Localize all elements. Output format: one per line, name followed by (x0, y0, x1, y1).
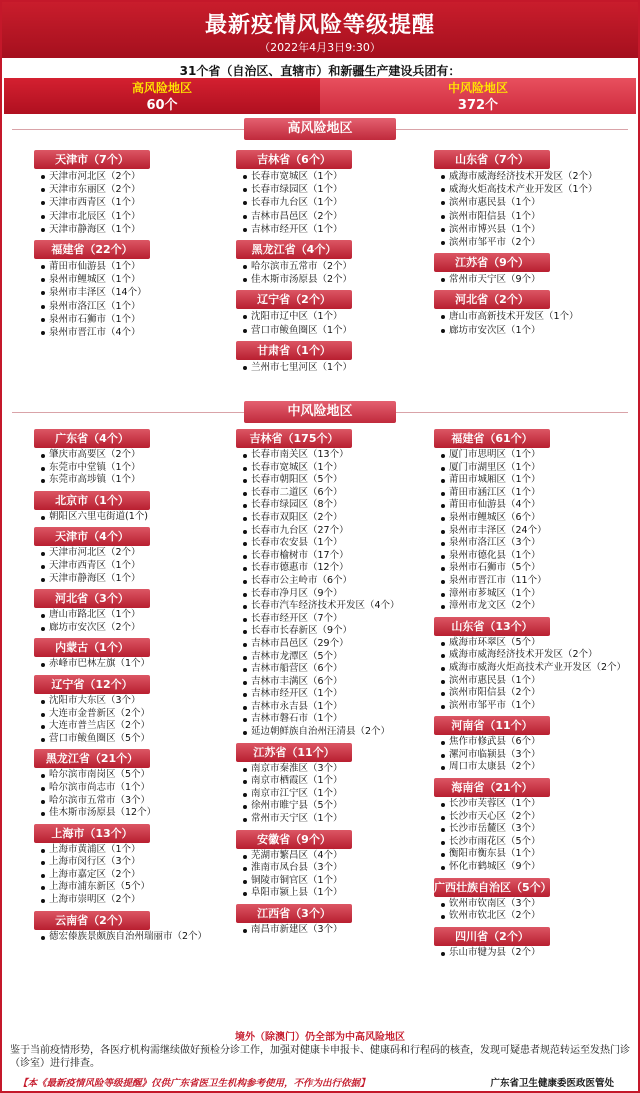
district-list (440, 637, 636, 713)
district-item: 上海市嘉定区（2个） (40, 869, 236, 882)
district-item: 威海市威海经济技术开发区（2个） (440, 170, 636, 183)
district-item: 肇庆市高要区（2个） (40, 449, 236, 462)
district-item: 延边朝鲜族自治州汪清县（2个） (242, 726, 438, 739)
district-item: 吉林市船营区（6个） (242, 663, 438, 676)
district-item: 泉州市洛江区（3个） (440, 537, 636, 550)
district-item: 大连市金普新区（2个） (40, 708, 236, 721)
district-item: 漳州市龙文区（2个） (440, 600, 636, 613)
district-item: 怀化市鹤城区（9个） (440, 861, 636, 874)
district-item: 上海市黄浦区（1个） (40, 844, 236, 857)
district-item: 莆田市涵江区（1个） (440, 487, 636, 500)
district-item: 莆田市仙游县（4个） (440, 499, 636, 512)
district-item: 东莞市高埗镇（1个） (40, 474, 236, 487)
district-item: 泉州市石狮市（5个） (440, 562, 636, 575)
mid-risk-section-heading: 中风险地区 (244, 401, 396, 423)
high-col-2 (228, 146, 438, 374)
district-item: 泉州市鲤城区（6个） (440, 512, 636, 525)
district-item: 天津市静海区（1个） (40, 573, 236, 586)
district-list (440, 798, 636, 874)
district-item: 威海市威海火炬高技术产业开发区（2个） (440, 662, 636, 675)
district-item: 佳木斯市汤原县（12个） (40, 807, 236, 820)
mid-col-2 (228, 425, 438, 937)
district-item: 泉州市丰泽区（14个） (40, 286, 236, 299)
district-item: 营口市鲅鱼圈区（1个） (242, 324, 438, 337)
province-label: 四川省（2个） (434, 927, 550, 946)
province-label: 江苏省（11个） (236, 743, 352, 762)
district-list (40, 547, 236, 585)
district-list (242, 361, 438, 374)
district-item: 天津市北辰区（1个） (40, 210, 236, 223)
district-item: 徐州市睢宁县（5个） (242, 800, 438, 813)
district-item: 赤峰市巴林左旗（1个） (40, 658, 236, 671)
district-list (242, 924, 438, 937)
district-item: 钦州市钦北区（2个） (440, 910, 636, 923)
high-risk-banner (4, 78, 320, 114)
province-label: 甘肃省（1个） (236, 341, 352, 360)
mid-risk-count: 372个 (457, 98, 499, 113)
district-item: 威海市环翠区（5个） (440, 637, 636, 650)
district-list (40, 170, 236, 236)
district-item: 天津市河北区（2个） (40, 170, 236, 183)
mid-col-1 (26, 425, 236, 943)
disclaimer: 【本《最新疫情风险等级提醒》仅供广东省医卫生机构参考使用，不作为出行依据】 (18, 1078, 370, 1089)
district-item: 长春市德惠市（12个） (242, 562, 438, 575)
district-item: 阜阳市颍上县（1个） (242, 887, 438, 900)
province-label: 山东省（13个） (434, 617, 550, 636)
province-label: 广西壮族自治区（5个） (434, 878, 550, 897)
province-label: 上海市（13个） (34, 824, 150, 843)
district-item: 长沙市天心区（2个） (440, 811, 636, 824)
district-item: 泉州市德化县（1个） (440, 550, 636, 563)
district-item: 乐山市犍为县（2个） (440, 947, 636, 960)
district-list (40, 769, 236, 819)
district-list (40, 609, 236, 634)
district-item: 吉林市磐石市（1个） (242, 713, 438, 726)
district-item: 南昌市新建区（3个） (242, 924, 438, 937)
district-list (440, 170, 636, 249)
district-item: 芜湖市繁昌区（4个） (242, 850, 438, 863)
district-item: 南京市秦淮区（3个） (242, 763, 438, 776)
district-item: 天津市西青区（1个） (40, 560, 236, 573)
province-label: 天津市（4个） (34, 527, 150, 546)
district-item: 吉林市昌邑区（2个） (242, 210, 438, 223)
district-item: 长沙市雨花区（5个） (440, 836, 636, 849)
district-item: 大连市普兰店区（2个） (40, 720, 236, 733)
district-item: 铜陵市铜官区（1个） (242, 875, 438, 888)
province-label: 山东省（7个） (434, 150, 550, 169)
district-item: 长春市宽城区（1个） (242, 462, 438, 475)
district-item: 长春市九台区（1个） (242, 196, 438, 209)
province-label: 辽宁省（12个） (34, 675, 150, 694)
district-item: 泉州市洛江区（1个） (40, 300, 236, 313)
district-list (440, 273, 636, 286)
overseas-note: 境外（除澳门）仍全部为中高风险地区 (235, 1032, 405, 1043)
mid-risk-banner (320, 78, 636, 114)
district-list (440, 736, 636, 774)
advice-text: 鉴于当前疫情形势，各医疗机构需继续做好预检分诊工作，加强对健康卡申报卡、健康码和行程码的核查，发现可疑患者规范转运至发热门诊（诊室）进行排查。 (10, 1045, 630, 1069)
district-item: 滨州市阳信县（1个） (440, 210, 636, 223)
province-label: 云南省（2个） (34, 911, 150, 930)
district-item: 佳木斯市汤原县（2个） (242, 273, 438, 286)
province-label: 河北省（2个） (434, 290, 550, 309)
district-item: 德宏傣族景颇族自治州瑞丽市（2个） (40, 931, 236, 944)
district-item: 吉林市经开区（1个） (242, 688, 438, 701)
district-item: 滨州市惠民县（1个） (440, 675, 636, 688)
district-item: 东莞市中堂镇（1个） (40, 462, 236, 475)
district-item: 厦门市湖里区（1个） (440, 462, 636, 475)
district-item: 威海市威海经济技术开发区（2个） (440, 649, 636, 662)
mid-risk-banner-label: 中风险地区 (447, 81, 508, 95)
district-item: 长春市农安县（1个） (242, 537, 438, 550)
district-item: 长春市汽车经济技术开发区（4个） (242, 600, 438, 613)
district-item: 常州市天宁区（1个） (242, 813, 438, 826)
district-item: 上海市闵行区（3个） (40, 856, 236, 869)
district-item: 哈尔滨市五常市（2个） (242, 260, 438, 273)
district-item: 天津市西青区（1个） (40, 196, 236, 209)
district-item: 兰州市七里河区（1个） (242, 361, 438, 374)
district-item: 泉州市鲤城区（1个） (40, 273, 236, 286)
province-label: 福建省（61个） (434, 429, 550, 448)
high-col-1 (26, 146, 236, 339)
district-item: 长春市双阳区（2个） (242, 512, 438, 525)
district-item: 吉林市经开区（1个） (242, 223, 438, 236)
district-item: 吉林市昌邑区（29个） (242, 638, 438, 651)
district-item: 朝阳区六里屯街道(1个) (40, 511, 236, 524)
district-item: 周口市太康县（2个） (440, 761, 636, 774)
high-col-3 (426, 146, 636, 337)
district-list (40, 449, 236, 487)
district-list (40, 844, 236, 907)
district-list (440, 310, 636, 336)
district-item: 泉州市晋江市（4个） (40, 326, 236, 339)
district-list (242, 260, 438, 286)
province-label: 辽宁省（2个） (236, 290, 352, 309)
district-item: 哈尔滨市五常市（3个） (40, 795, 236, 808)
district-list (242, 763, 438, 826)
district-item: 长春市宽城区（1个） (242, 170, 438, 183)
district-item: 漳州市芗城区（1个） (440, 588, 636, 601)
district-item: 焦作市修武县（6个） (440, 736, 636, 749)
district-item: 吉林市龙潭区（5个） (242, 651, 438, 664)
district-item: 唐山市路北区（1个） (40, 609, 236, 622)
footer-bar (4, 1076, 636, 1091)
district-item: 沈阳市大东区（3个） (40, 695, 236, 708)
district-item: 长春市九台区（27个） (242, 525, 438, 538)
district-item: 长春市榆树市（17个） (242, 550, 438, 563)
district-item: 滨州市惠民县（1个） (440, 196, 636, 209)
district-list (440, 898, 636, 923)
district-item: 长春市公主岭市（6个） (242, 575, 438, 588)
district-item: 长春市长春新区（9个） (242, 625, 438, 638)
province-label: 内蒙古（1个） (34, 638, 150, 657)
district-list (440, 449, 636, 613)
district-item: 吉林市丰满区（6个） (242, 676, 438, 689)
high-risk-section-heading: 高风险地区 (244, 118, 396, 140)
district-item: 衡阳市衡东县（1个） (440, 848, 636, 861)
district-item: 长春市南关区（13个） (242, 449, 438, 462)
province-label: 福建省（22个） (34, 240, 150, 259)
district-item: 营口市鲅鱼圈区（5个） (40, 733, 236, 746)
district-list (242, 310, 438, 336)
province-label: 江苏省（9个） (434, 253, 550, 272)
district-item: 唐山市高新技术开发区（1个） (440, 310, 636, 323)
high-risk-count: 60个 (146, 98, 178, 113)
district-item: 长春市绿园区（8个） (242, 499, 438, 512)
district-list (40, 931, 236, 944)
province-label: 黑龙江省（21个） (34, 749, 150, 768)
district-item: 哈尔滨市南岗区（5个） (40, 769, 236, 782)
district-list (242, 170, 438, 236)
district-list (40, 695, 236, 745)
district-item: 滨州市邹平市（2个） (440, 236, 636, 249)
page-title: 最新疫情风险等级提醒 (204, 13, 435, 38)
province-label: 广东省（4个） (34, 429, 150, 448)
province-label: 吉林省（6个） (236, 150, 352, 169)
province-label: 吉林省（175个） (236, 429, 352, 448)
district-item: 淮南市凤台县（3个） (242, 862, 438, 875)
province-label: 河南省（11个） (434, 716, 550, 735)
district-item: 长春市朝阳区（5个） (242, 474, 438, 487)
district-item: 莆田市仙游县（1个） (40, 260, 236, 273)
summary-line: 31个省（自治区、直辖市）和新疆生产建设兵团有： (179, 64, 461, 78)
district-item: 南京市栖霞区（1个） (242, 775, 438, 788)
district-item: 上海市浦东新区（5个） (40, 881, 236, 894)
district-item: 莆田市城厢区（1个） (440, 474, 636, 487)
province-label: 河北省（3个） (34, 589, 150, 608)
district-item: 泉州市石狮市（1个） (40, 313, 236, 326)
district-item: 威海火炬高技术产业开发区（1个） (440, 183, 636, 196)
district-item: 哈尔滨市尚志市（1个） (40, 782, 236, 795)
district-item: 滨州市阳信县（2个） (440, 687, 636, 700)
district-item: 廊坊市安次区（1个） (440, 324, 636, 337)
mid-col-3 (426, 425, 636, 959)
district-item: 长春市净月区（9个） (242, 588, 438, 601)
province-label: 天津市（7个） (34, 150, 150, 169)
province-label: 海南省（21个） (434, 778, 550, 797)
district-item: 漯河市临颍县（3个） (440, 749, 636, 762)
district-item: 长春市绿园区（1个） (242, 183, 438, 196)
district-item: 廊坊市安次区（2个） (40, 622, 236, 635)
district-list (40, 658, 236, 671)
province-label: 北京市（1个） (34, 491, 150, 510)
district-list (242, 850, 438, 900)
district-item: 长沙市芙蓉区（1个） (440, 798, 636, 811)
district-list (440, 947, 636, 960)
district-item: 厦门市思明区（1个） (440, 449, 636, 462)
district-item: 滨州市邹平市（1个） (440, 700, 636, 713)
district-item: 常州市天宁区（9个） (440, 273, 636, 286)
province-label: 黑龙江省（4个） (236, 240, 352, 259)
district-item: 滨州市博兴县（1个） (440, 223, 636, 236)
district-item: 泉州市晋江市（11个） (440, 575, 636, 588)
province-label: 安徽省（9个） (236, 830, 352, 849)
district-item: 上海市崇明区（2个） (40, 894, 236, 907)
district-item: 沈阳市辽中区（1个） (242, 310, 438, 323)
district-item: 泉州市丰泽区（24个） (440, 525, 636, 538)
district-list (40, 511, 236, 524)
district-item: 长春市二道区（6个） (242, 487, 438, 500)
district-item: 长沙市岳麓区（3个） (440, 823, 636, 836)
district-item: 吉林市永吉县（1个） (242, 701, 438, 714)
update-time: （2022年4月3日9:30） (259, 41, 381, 54)
province-label: 江西省（3个） (236, 904, 352, 923)
district-item: 天津市东丽区（2个） (40, 183, 236, 196)
district-item: 天津市静海区（1个） (40, 223, 236, 236)
district-list (40, 260, 236, 339)
district-list (242, 449, 438, 739)
district-item: 长春市经开区（7个） (242, 613, 438, 626)
issuer: 广东省卫生健康委医政医管处 (490, 1078, 614, 1089)
district-item: 天津市河北区（2个） (40, 547, 236, 560)
district-item: 南京市江宁区（1个） (242, 788, 438, 801)
district-item: 钦州市钦南区（3个） (440, 898, 636, 911)
high-risk-banner-label: 高风险地区 (131, 81, 192, 95)
